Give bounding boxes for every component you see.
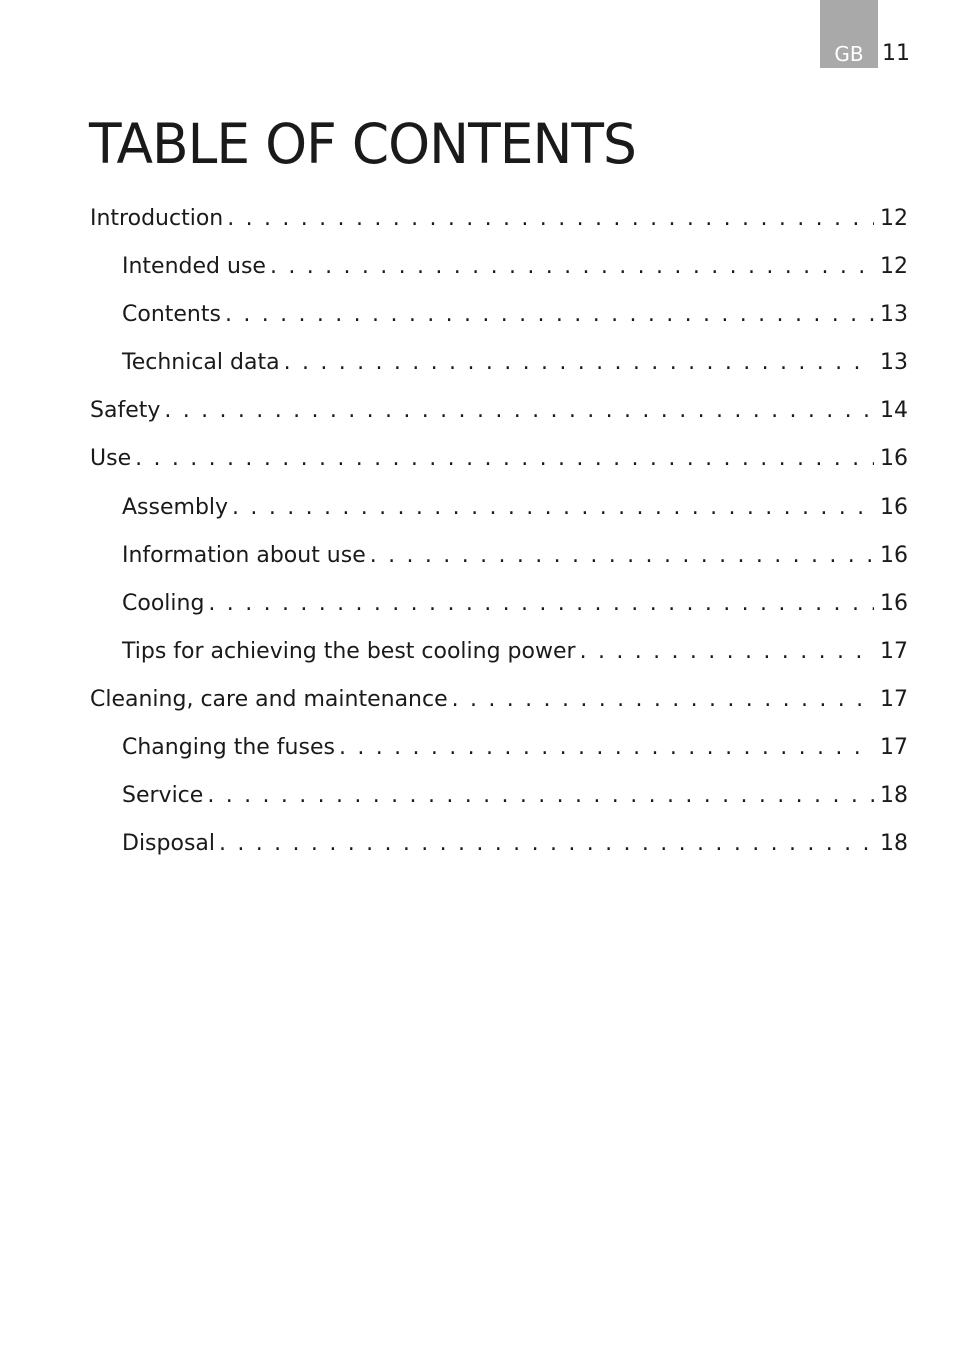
toc-entry-label: Tips for achieving the best cooling power bbox=[122, 638, 576, 664]
toc-entry-label: Cooling bbox=[122, 590, 205, 616]
toc-entry-cleaning-care-maintenance[interactable] bbox=[90, 681, 908, 729]
toc-entry-page: 16 bbox=[880, 542, 908, 568]
toc-entry-intended-use[interactable] bbox=[90, 248, 908, 296]
toc-entry-label: Technical data bbox=[122, 350, 280, 376]
toc-entry-page: 12 bbox=[880, 254, 908, 280]
dot-leader bbox=[225, 296, 874, 334]
dot-leader bbox=[232, 489, 874, 527]
page-title: TABLE OF CONTENTS bbox=[89, 112, 636, 176]
toc-entry-label: Disposal bbox=[122, 831, 215, 857]
toc-entry-service[interactable] bbox=[90, 777, 908, 825]
toc-entry-technical-data[interactable] bbox=[90, 344, 908, 392]
toc-entry-page: 16 bbox=[880, 590, 908, 616]
toc-entry-label: Use bbox=[90, 446, 132, 472]
dot-leader bbox=[284, 344, 874, 382]
toc-entry-label: Cleaning, care and maintenance bbox=[90, 686, 448, 712]
toc-entry-label: Introduction bbox=[90, 206, 224, 231]
page-number: 11 bbox=[882, 41, 910, 66]
toc-entry-page: 18 bbox=[880, 831, 908, 857]
toc-entry-page: 17 bbox=[880, 735, 908, 761]
dot-leader bbox=[580, 633, 874, 671]
toc-entry-changing-fuses[interactable] bbox=[90, 729, 908, 777]
toc-entry-page: 16 bbox=[880, 494, 908, 520]
toc-entry-safety[interactable] bbox=[90, 392, 908, 440]
toc-entry-assembly[interactable] bbox=[90, 489, 908, 537]
dot-leader bbox=[339, 729, 874, 767]
toc-entry-label: Information about use bbox=[122, 542, 366, 568]
dot-leader bbox=[164, 392, 874, 430]
toc-entry-disposal[interactable] bbox=[90, 825, 908, 873]
toc-entry-page: 17 bbox=[880, 638, 908, 664]
toc-entry-label: Changing the fuses bbox=[122, 735, 335, 761]
toc-entry-cooling[interactable] bbox=[90, 585, 908, 633]
toc-entry-information-about-use[interactable] bbox=[90, 537, 908, 585]
dot-leader bbox=[452, 681, 874, 719]
dot-leader bbox=[207, 777, 874, 815]
toc-entry-page: 16 bbox=[880, 446, 908, 472]
toc-entry-label: Service bbox=[122, 783, 204, 809]
table-of-contents bbox=[90, 200, 908, 873]
toc-entry-label: Contents bbox=[122, 302, 221, 328]
dot-leader bbox=[219, 825, 874, 863]
dot-leader bbox=[227, 200, 874, 238]
toc-entry-use[interactable] bbox=[90, 440, 908, 488]
toc-entry-introduction[interactable] bbox=[90, 200, 908, 248]
language-code: GB bbox=[834, 42, 864, 66]
toc-entry-label: Assembly bbox=[122, 494, 229, 520]
toc-entry-contents[interactable] bbox=[90, 296, 908, 344]
dot-leader bbox=[135, 440, 874, 478]
dot-leader bbox=[370, 537, 874, 575]
dot-leader bbox=[270, 248, 874, 286]
toc-entry-page: 12 bbox=[880, 206, 908, 231]
toc-entry-tips-cooling-power[interactable] bbox=[90, 633, 908, 681]
toc-entry-page: 13 bbox=[880, 302, 908, 328]
toc-entry-label: Safety bbox=[90, 398, 161, 424]
toc-entry-label: Intended use bbox=[122, 254, 266, 280]
toc-entry-page: 13 bbox=[880, 350, 908, 376]
toc-entry-page: 14 bbox=[880, 398, 908, 424]
dot-leader bbox=[208, 585, 874, 623]
toc-entry-page: 18 bbox=[880, 783, 908, 809]
toc-entry-page: 17 bbox=[880, 686, 908, 712]
